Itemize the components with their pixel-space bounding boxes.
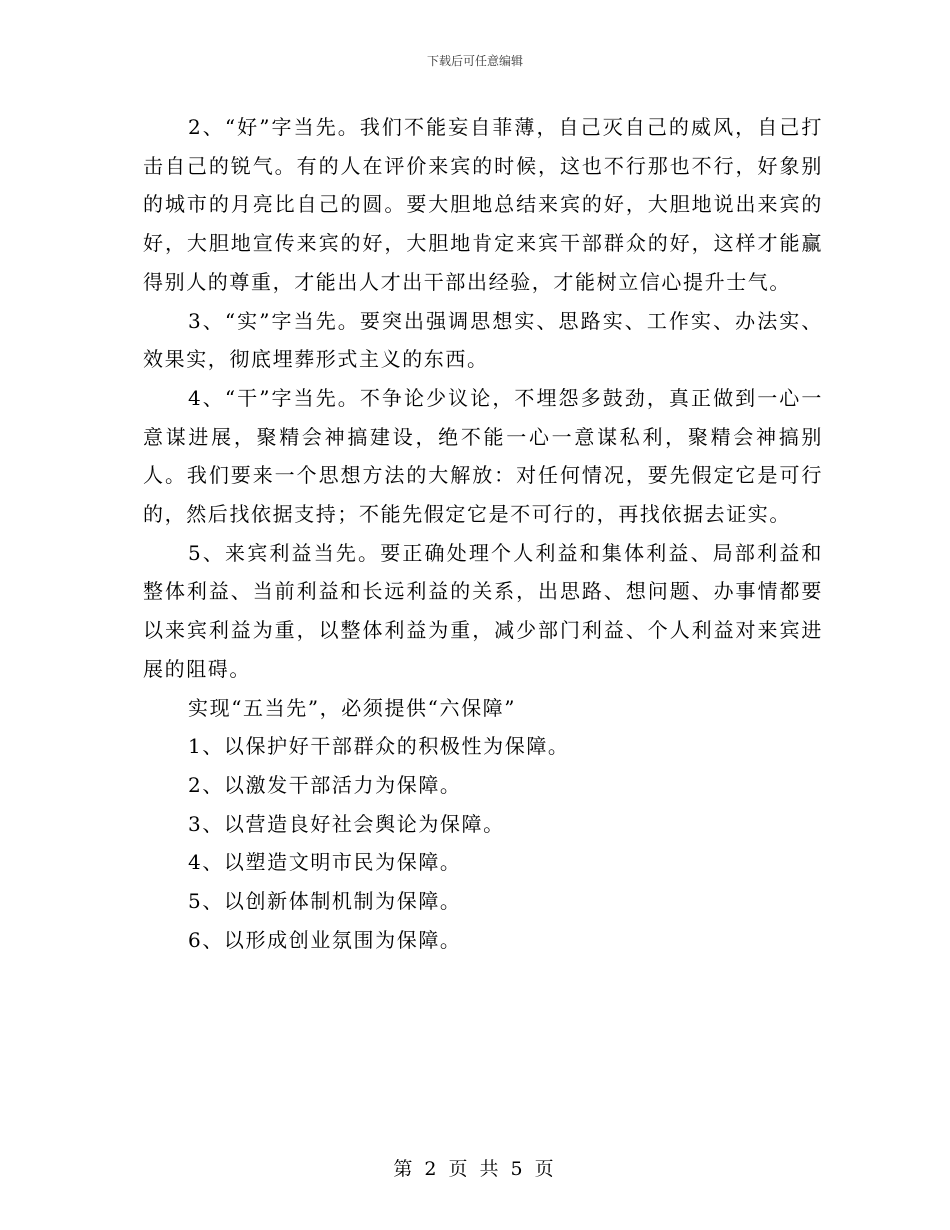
paragraph-item-2-good: 2、“好”字当先。我们不能妄自菲薄，自己灭自己的威风，自己打击自己的锐气。有的人在评价来宾的时候，这也不行那也不行，好象别的城市的月亮比自己的圆。要大胆地总结来宾的好，大胆地说出来宾的好，大胆地宣传来宾的好，大胆地肯定来宾干部群众的好，这样才能赢得别人的尊重，才能出人才出干部出经验，才能树立信心提升士气。 — [143, 115, 823, 294]
page-header: 下载后可任意编辑 — [426, 54, 523, 68]
guarantee-item-2: 2、以激发干部活力为保障。 — [188, 772, 462, 797]
document-body — [143, 108, 823, 959]
guarantee-item-6: 6、以形成创业氛围为保障。 — [188, 927, 462, 952]
paragraph-item-3-practical: 3、“实”字当先。要突出强调思想实、思路实、工作实、办法实、效果实，彻底埋葬形式主义的东西。 — [143, 308, 823, 372]
paragraph-item-5-interest: 5、来宾利益当先。要正确处理个人利益和集体利益、局部利益和整体利益、当前利益和长远利益的关系，出思路、想问题、办事情都要以来宾利益为重，以整体利益为重，减少部门利益、个人利益对来宾进展的阻碍。 — [143, 540, 823, 681]
page-number-footer: 第 2 页 共 5 页 — [393, 1158, 557, 1180]
guarantee-item-3: 3、以营造良好社会舆论为保障。 — [188, 811, 505, 836]
guarantee-item-5: 5、以创新体制机制为保障。 — [188, 889, 462, 914]
guarantee-item-4: 4、以塑造文明市民为保障。 — [188, 850, 462, 875]
guarantee-item-1: 1、以保护好干部群众的积极性为保障。 — [188, 734, 570, 759]
section-heading-six-guarantees: 实现“五当先”，必须提供“六保障” — [188, 695, 517, 720]
paragraph-item-4-action: 4、“干”字当先。不争论少议论，不埋怨多鼓劲，真正做到一心一意谋进展，聚精会神搞建设，绝不能一心一意谋私利，聚精会神搞别人。我们要来一个思想方法的大解放：对任何情况，要先假定它是可行的，然后找依据支持；不能先假定它是不可行的，再找依据去证实。 — [143, 385, 823, 527]
